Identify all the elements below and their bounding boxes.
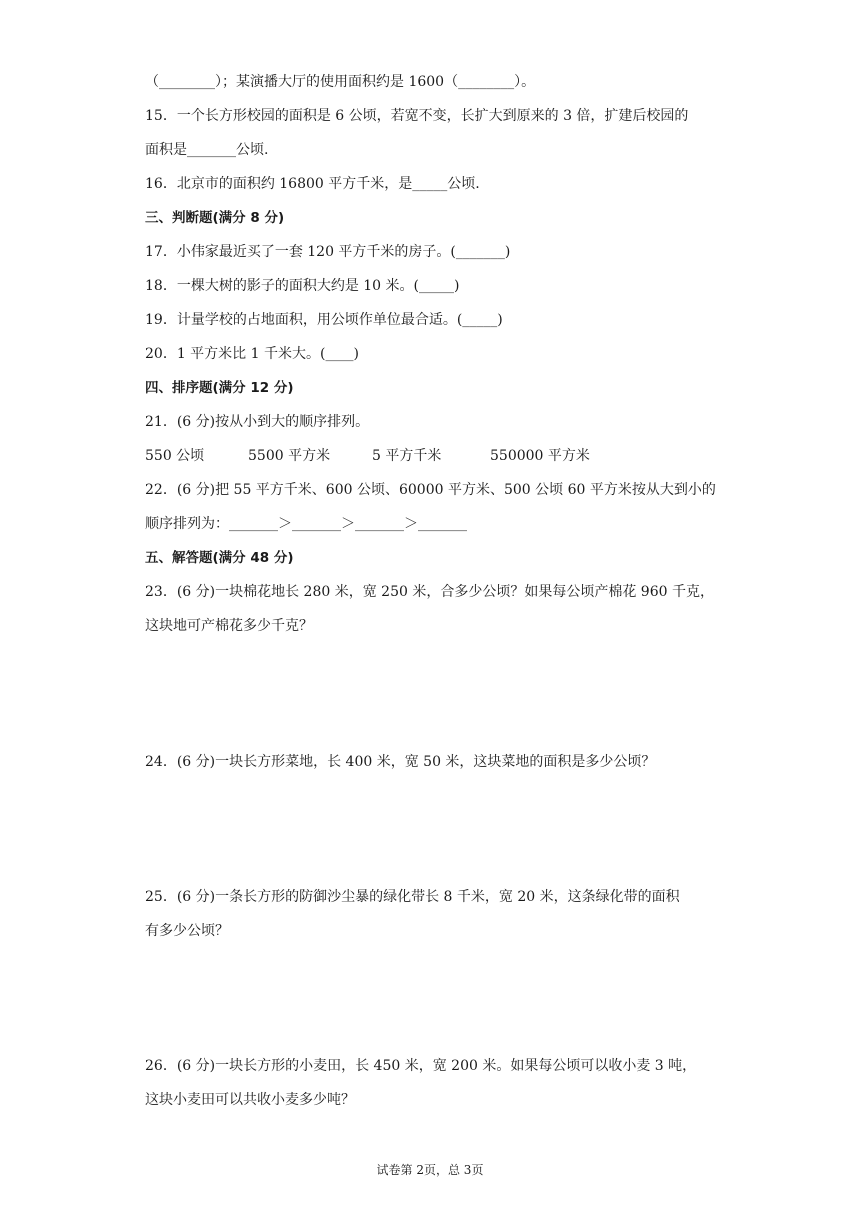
section-5-heading: 五、解答题(满分 48 分) (145, 550, 294, 566)
section-3-heading: 三、判断题(满分 8 分) (145, 210, 285, 226)
question-23-line-1: 23．(6 分)一块棉花地长 280 米，宽 250 米，合多少公顷？如果每公顷产棉花 960 千克， (145, 584, 714, 600)
question-18: 18．一棵大树的影子的面积大约是 10 米。(_____) (145, 278, 460, 294)
question-19: 19．计量学校的占地面积，用公顷作单位最合适。(_____) (145, 312, 503, 328)
question-25-line-1: 25．(6 分)一条长方形的防御沙尘暴的绿化带长 8 千米，宽 20 米，这条绿化带的面积 (145, 889, 680, 905)
question-22-line-1: 22．(6 分)把 55 平方千米、600 公顷、60000 平方米、500 公顷 60 平方米按从大到小的 (145, 482, 716, 498)
question-24: 24．(6 分)一块长方形菜地，长 400 米，宽 50 米，这块菜地的面积是多少公顷？ (145, 754, 656, 770)
question-15-line-1: 15．一个长方形校园的面积是 6 公顷，若宽不变，长扩大到原来的 3 倍，扩建后校园的 (145, 108, 689, 124)
question-15-line-2: 面积是_______公顷. (145, 142, 269, 158)
question-22-line-2: 顺序排列为：_______＞_______＞_______＞_______ (145, 516, 467, 532)
question-20: 20．1 平方米比 1 千米大。(____) (145, 346, 359, 362)
section-4-heading: 四、排序题(满分 12 分) (145, 380, 294, 396)
page-footer: 试卷第 2页，总 3页 (376, 1163, 484, 1177)
question-21: 21．(6 分)按从小到大的顺序排列。 (145, 414, 370, 430)
question-26-line-2: 这块小麦田可以共收小麦多少吨？ (145, 1092, 355, 1108)
question-26-line-1: 26．(6 分)一块长方形的小麦田，长 450 米，宽 200 米。如果每公顷可以收小麦 3 吨， (145, 1058, 697, 1074)
sort-item: 550000 平方米 (490, 448, 590, 464)
question-17: 17．小伟家最近买了一套 120 平方千米的房子。(_______) (145, 244, 511, 260)
question-23-line-2: 这块地可产棉花多少千克？ (145, 618, 313, 634)
question-14-continuation: （________）；某演播大厅的使用面积约是 1600（________）。 (145, 74, 536, 90)
question-25-line-2: 有多少公顷？ (145, 923, 229, 939)
sort-item: 550 公顷 (145, 448, 205, 464)
sort-item: 5500 平方米 (248, 448, 331, 464)
sort-item: 5 平方千米 (372, 448, 442, 464)
question-16: 16．北京市的面积约 16800 平方千米，是_____公顷. (145, 176, 480, 192)
